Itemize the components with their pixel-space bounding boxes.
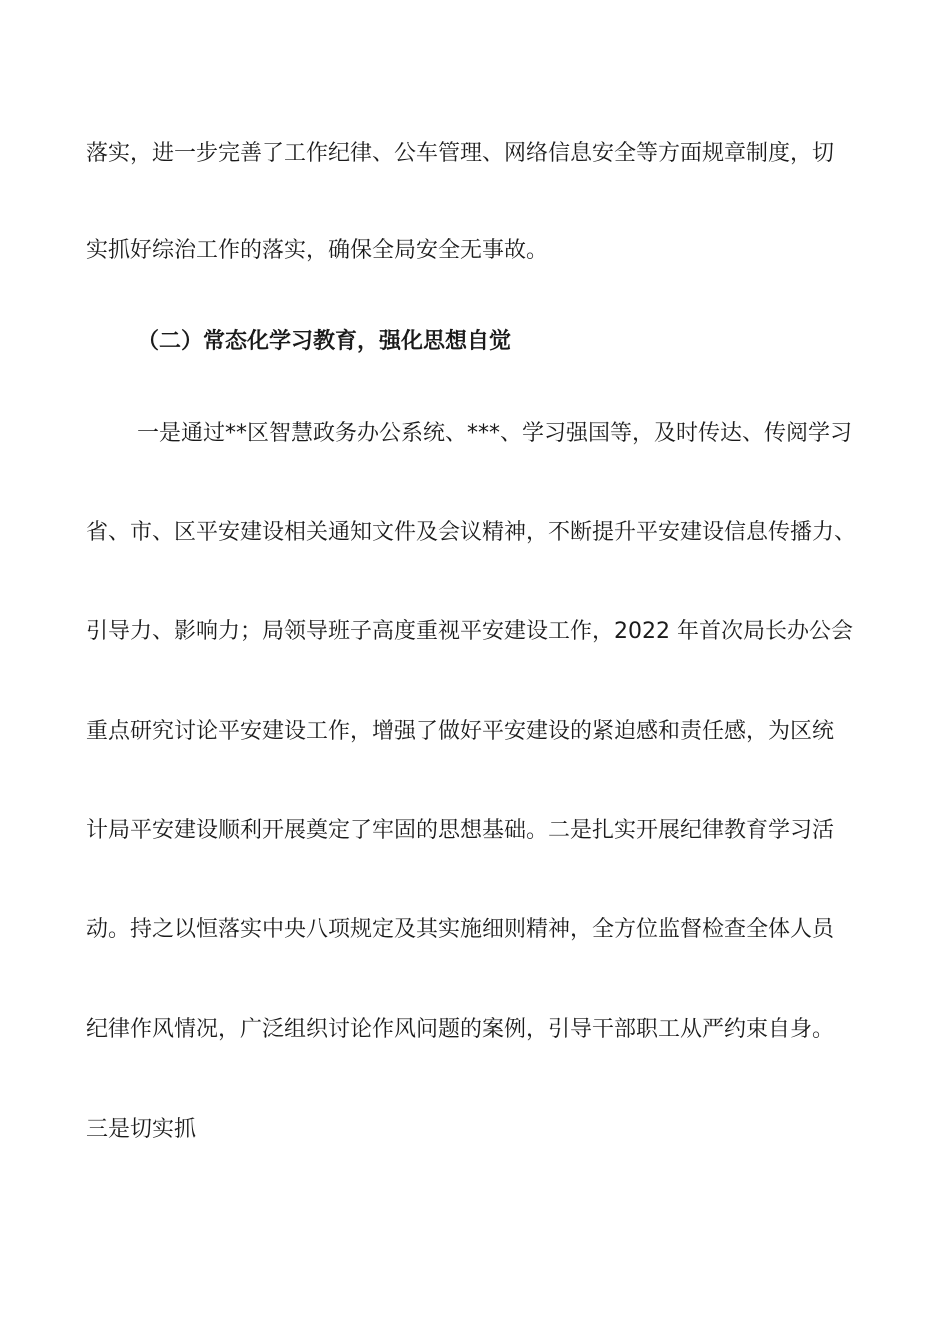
paragraph-line-2: 省、市、区平安建设相关通知文件及会议精神，不断提升平安建设信息传播力、 (86, 520, 857, 545)
paragraph-line-5: 计局平安建设顺利开展奠定了牢固的思想基础。二是扎实开展纪律教育学习活 (86, 818, 835, 843)
paragraph-line-8: 三是切实抓 (86, 1117, 197, 1142)
paragraph-line-6: 动。持之以恒落实中央八项规定及其实施细则精神，全方位监督检查全体人员 (86, 917, 835, 942)
paragraph-line-7: 纪律作风情况，广泛组织讨论作风问题的案例，引导干部职工从严约束自身。 (86, 1017, 835, 1042)
paragraph-line-4: 重点研究讨论平安建设工作，增强了做好平安建设的紧迫感和责任感，为区统 (86, 719, 835, 744)
text-line-1: 落实，进一步完善了工作纪律、公车管理、网络信息安全等方面规章制度，切 (86, 141, 835, 166)
section-heading: （二）常态化学习教育，强化思想自觉 (137, 329, 512, 354)
paragraph-line-3: 引导力、影响力；局领导班子高度重视平安建设工作，2022 年首次局长办公会 (86, 619, 853, 644)
paragraph-line-1: 一是通过**区智慧政务办公系统、***、学习强国等，及时传达、传阅学习 (137, 421, 853, 446)
text-line-2: 实抓好综治工作的落实，确保全局安全无事故。 (86, 238, 549, 263)
